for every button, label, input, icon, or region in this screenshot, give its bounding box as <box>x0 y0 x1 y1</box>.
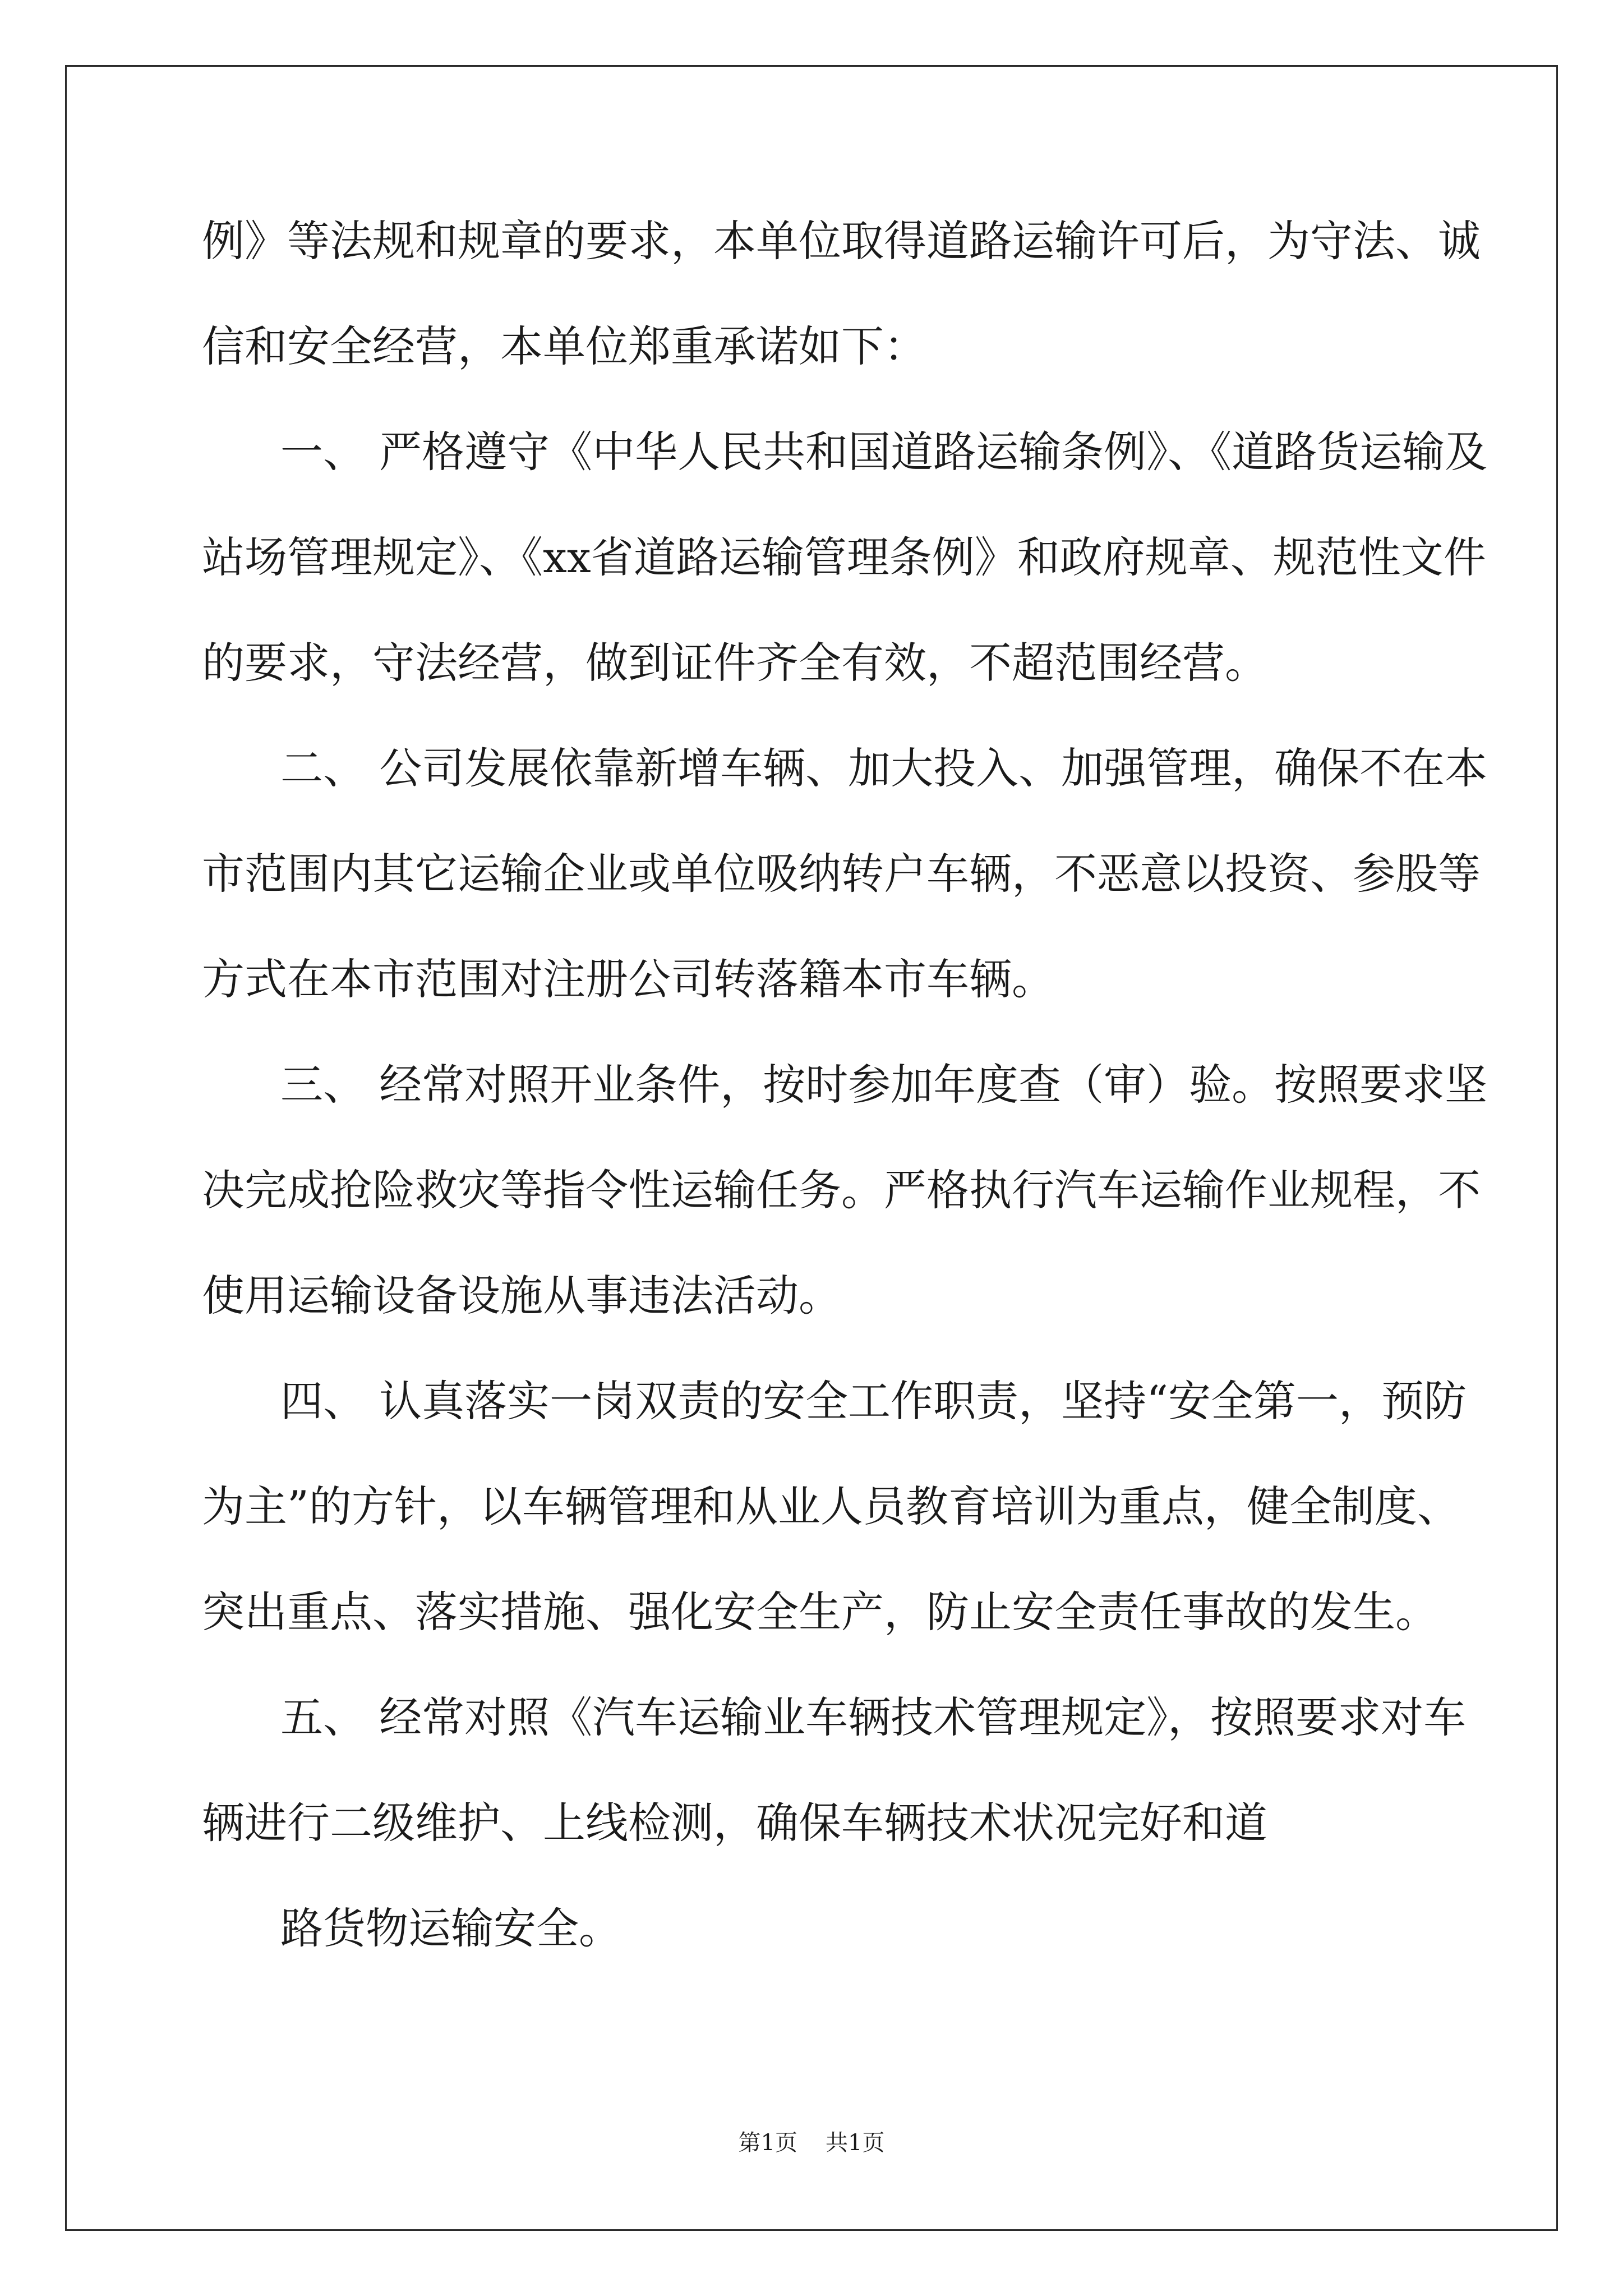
body-line: 信和安全经营，本单位郑重承诺如下： <box>202 321 926 371</box>
body-line: 的要求，守法经营，做到证件齐全有效，不超范围经营。 <box>202 638 1267 688</box>
body-line: 为主”的方针，以车辆管理和从业人员教育培训为重点，健全制度、 <box>202 1481 1460 1531</box>
body-line: 方式在本市范围对注册公司转落籍本市车辆。 <box>202 954 1054 1004</box>
body-line: 突出重点、落实措施、强化安全生产，防止安全责任事故的发生。 <box>202 1587 1438 1637</box>
paragraph-4-first-line: 四、 认真落实一岗双责的安全工作职责，坚持“安全第一，预防 <box>280 1376 1467 1426</box>
body-line: 辆进行二级维护、上线检测，确保车辆技术状况完好和道 <box>202 1798 1267 1848</box>
body-line: 使用运输设备设施从事违法活动。 <box>202 1271 841 1320</box>
page-footer <box>0 2126 1623 2160</box>
body-line: 决完成抢险救灾等指令性运输任务。严格执行汽车运输作业规程，不 <box>202 1165 1481 1215</box>
body-line: 市范围内其它运输企业或单位吸纳转户车辆，不恶意以投资、参股等 <box>202 849 1481 899</box>
body-line: 例》等法规和规章的要求，本单位取得道路运输许可后，为守法、诚 <box>202 216 1481 266</box>
page-number: 第1页 <box>738 2130 797 2156</box>
page-total: 共1页 <box>826 2130 885 2156</box>
paragraph-1-first-line: 一、 严格遵守《中华人民共和国道路运输条例》、《道路货运输及 <box>280 427 1488 477</box>
paragraph-2-first-line: 二、 公司发展依靠新增车辆、加大投入、加强管理，确保不在本 <box>280 743 1488 793</box>
body-line: 路货物运输安全。 <box>280 1903 621 1953</box>
body-line: 站场管理规定》、《xx省道路运输管理条例》和政府规章、规范性文件 <box>202 532 1486 582</box>
paragraph-5-first-line: 五、 经常对照《汽车运输业车辆技术管理规定》，按照要求对车 <box>280 1692 1467 1742</box>
paragraph-3-first-line: 三、 经常对照开业条件，按时参加年度查（审）验。按照要求坚 <box>280 1060 1488 1110</box>
